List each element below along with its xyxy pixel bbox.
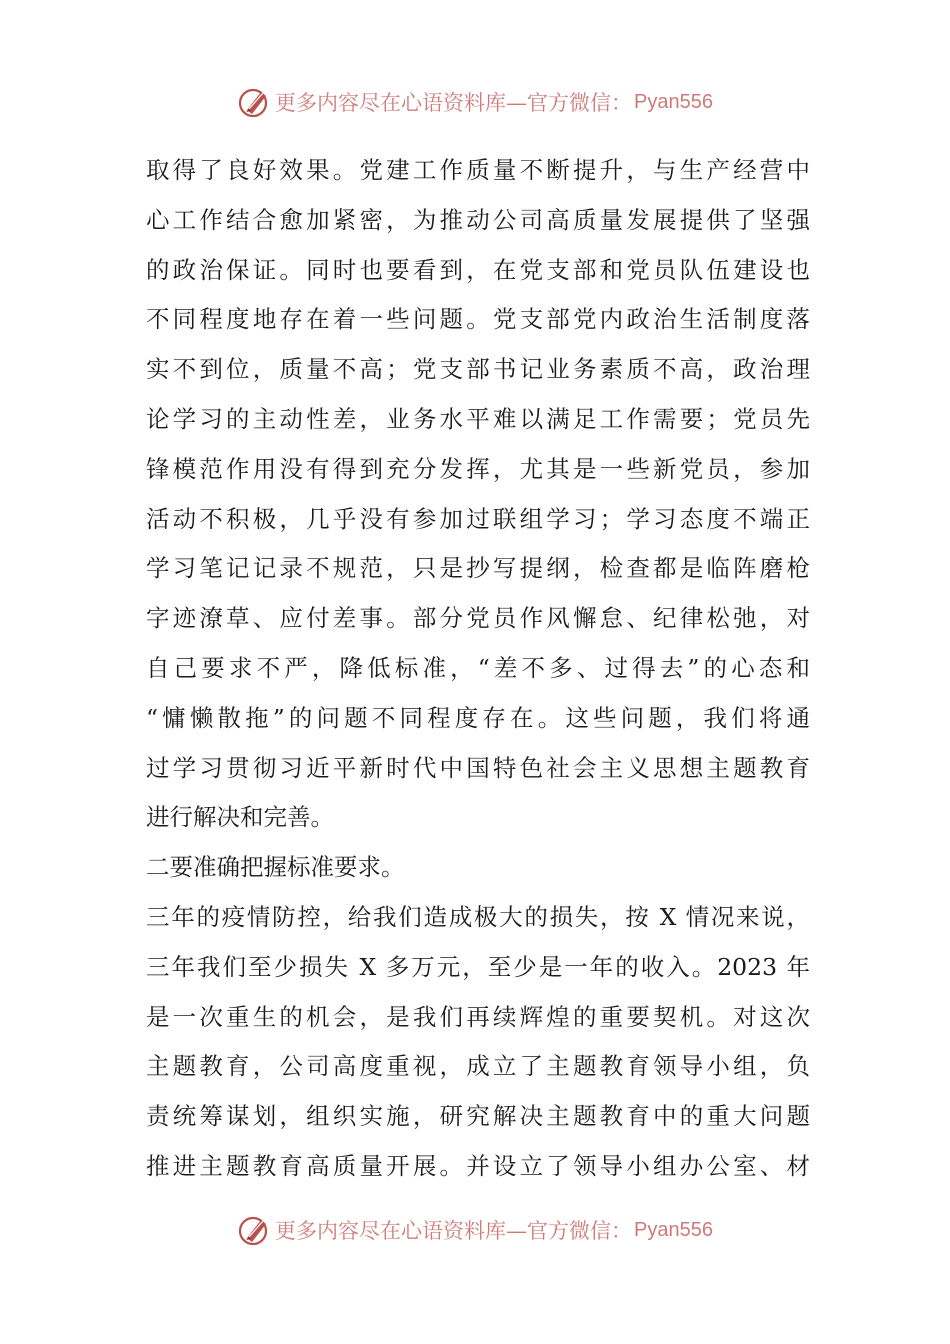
- banner-wechat-handle: Pyan556: [634, 90, 713, 113]
- body-line: 实不到位，质量不高；党支部书记业务素质不高，政治理: [146, 355, 810, 384]
- body-line: 三年的疫情防控，给我们造成极大的损失，按 X 情况来说，: [146, 902, 810, 931]
- footer-banner: [0, 1210, 950, 1250]
- banner-slogan: 更多内容尽在心语资料库—官方微信：: [275, 1219, 633, 1243]
- body-line: 学习笔记记录不规范，只是抄写提纲，检查都是临阵磨枪: [146, 554, 810, 583]
- body-line: 是一次重生的机会，是我们再续辉煌的重要契机。对这次: [146, 1002, 810, 1031]
- body-line: 锋模范作用没有得到充分发挥，尤其是一些新党员，参加: [146, 454, 810, 483]
- body-line: 不同程度地存在着一些问题。党支部党内政治生活制度落: [146, 305, 810, 334]
- body-line: 心工作结合愈加紧密，为推动公司高质量发展提供了坚强: [146, 205, 810, 234]
- body-line: 进行解决和完善。: [146, 803, 334, 832]
- banner-wechat-handle: Pyan556: [634, 1218, 713, 1241]
- body-line: 主题教育，公司高度重视，成立了主题教育领导小组，负: [146, 1052, 810, 1081]
- body-line: 责统筹谋划，组织实施，研究解决主题教育中的重大问题: [146, 1102, 810, 1131]
- body-line: 论学习的主动性差，业务水平难以满足工作需要；党员先: [146, 404, 810, 433]
- body-line: 活动不积极，几乎没有参加过联组学习；学习态度不端正: [146, 504, 810, 533]
- body-line: 过学习贯彻习近平新时代中国特色社会主义思想主题教育: [146, 753, 810, 782]
- body-line: 推进主题教育高质量开展。并设立了领导小组办公室、材: [146, 1151, 810, 1180]
- body-line: 三年我们至少损失 X 多万元，至少是一年的收入。2023 年: [146, 952, 810, 981]
- document-body: [146, 146, 810, 1192]
- pen-nib-logo-icon: [237, 84, 273, 120]
- body-line: 自己要求不严，降低标准，“差不多、过得去”的心态和: [146, 653, 810, 682]
- pen-nib-logo-icon: [237, 1212, 273, 1248]
- body-line: “慵懒散拖”的问题不同程度存在。这些问题，我们将通: [146, 703, 810, 732]
- body-line: 字迹潦草、应付差事。部分党员作风懈怠、纪律松弛，对: [146, 604, 810, 633]
- banner-slogan: 更多内容尽在心语资料库—官方微信：: [275, 91, 633, 115]
- section-heading: 二要准确把握标准要求。: [146, 853, 405, 882]
- body-line: 的政治保证。同时也要看到，在党支部和党员队伍建设也: [146, 255, 810, 284]
- body-line: 取得了良好效果。党建工作质量不断提升，与生产经营中: [146, 156, 810, 184]
- header-banner: [0, 82, 950, 122]
